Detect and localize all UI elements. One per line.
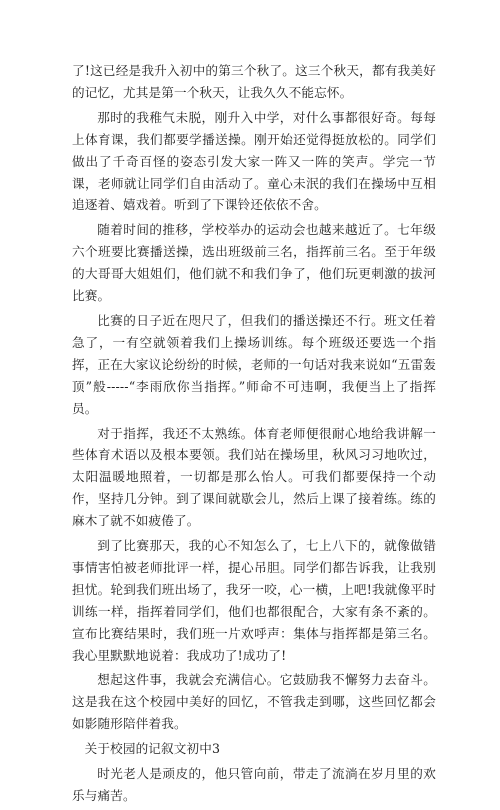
paragraph-7: 想起这件事，我就会充满信心。它鼓励我不懈努力去奋斗。这是我在这个校园中美好的回忆，不管我走到哪，这些回忆都会如影随形陪伴着我。 xyxy=(72,672,436,732)
paragraph-4: 比赛的日子近在咫尺了，但我们的播送操还不行。班文任着急了，一有空就领着我们上操场训练。每个班级还要选一个指挥，正在大家议论纷纷的时候，老师的一句话对我来说如“五雷轰顶”般-----“李雨欣你当指挥。”师命不可违啊，我便当上了指挥员。 xyxy=(72,312,436,416)
paragraph-6: 到了比赛那天，我的心不知怎么了，七上八下的，就像做错事情害怕被老师批评一样，提心吊胆。同学们都告诉我，让我别担忧。轮到我们班出场了，我牙一咬，心一横，上吧!我就像平时训练一样，指挥着同学们，他们也都很配合，大家有条不紊的。宣布比赛结果时，我们班一片欢呼声：集体与指挥都是第三名。我心里默默地说着：我成功了!成功了! xyxy=(72,538,436,663)
paragraph-last: 时光老人是顽皮的，他只管向前，带走了流淌在岁月里的欢乐与痛苦。 xyxy=(72,766,436,803)
paragraph-3: 随着时间的推移，学校举办的运动会也越来越近了。七年级六个班要比赛播送操，选出班级前三名，指挥前三名。至于年级的大哥哥大姐姐们，他们就不和我们争了，他们玩更刺激的拔河比赛。 xyxy=(72,222,436,304)
document-body xyxy=(72,60,436,810)
paragraph-1: 了!这已经是我升入初中的第三个秋了。这三个秋天，都有我美好的记忆，尤其是第一个秋天，让我久久不能忘怀。 xyxy=(72,63,436,100)
paragraph-2: 那时的我稚气未脱，刚升入中学，对什么事都很好奇。每每上体育课，我们都要学播送操。刚开始还觉得挺放松的。同学们做出了千奇百怪的姿态引发大家一阵又一阵的笑声。学完一节课，老师就让同学们自由活动了。童心未泯的我们在操场中互相追逐着、嬉戏着。听到了下课铃还依依不舍。 xyxy=(72,109,436,213)
section-subtitle: 关于校园的记叙文初中3 xyxy=(84,741,221,757)
paragraph-5: 对于指挥，我还不太熟练。体育老师便很耐心地给我讲解一些体育术语以及根本要领。我们站在操场里，秋风习习地吹过，太阳温暖地照着，一切都是那么怡人。可我们都要保持一个动作，坚持几分钟。到了课间就歇会儿，然后上课了接着练。练的麻木了就不如疲倦了。 xyxy=(72,425,436,529)
